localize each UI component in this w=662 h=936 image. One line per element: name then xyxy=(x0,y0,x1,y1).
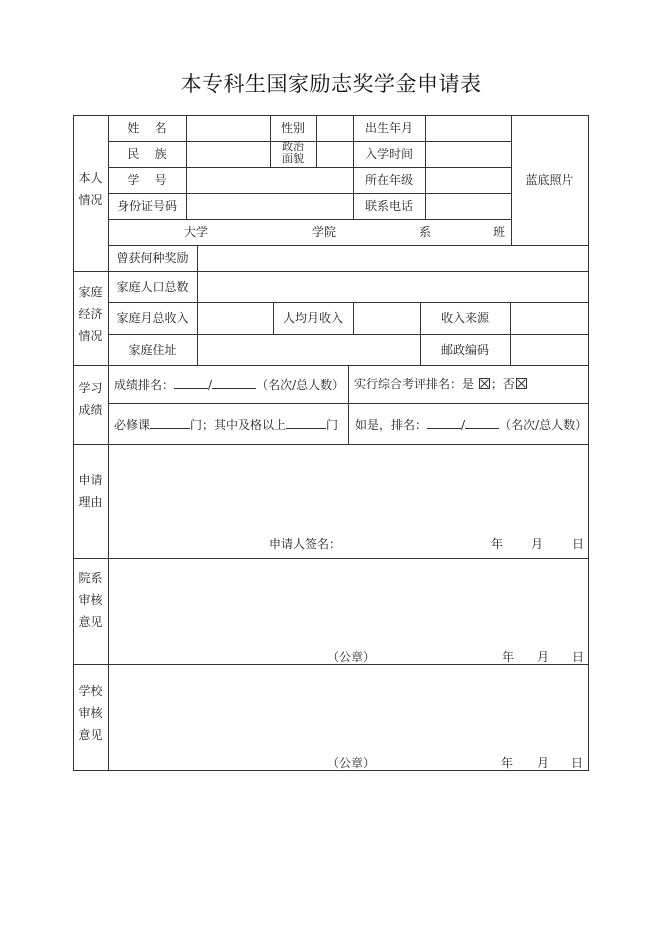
label-dept: 系 xyxy=(419,225,432,239)
section-dept-review: 院系 审核 意见 xyxy=(78,571,103,629)
reason-day: 日 xyxy=(572,537,585,551)
eval-line: 实行综合考评排名：是 ；否 xyxy=(354,377,528,391)
applicant-signature: 申请人签名： xyxy=(269,537,342,551)
section-school-review: 学校 审核 意见 xyxy=(78,684,103,742)
label-postcode: 邮政编码 xyxy=(440,343,489,357)
label-awards: 曾获何种奖励 xyxy=(116,251,189,265)
label-per-capita: 人均月收入 xyxy=(282,311,343,325)
dept-day: 日 xyxy=(572,650,585,664)
label-gender: 性别 xyxy=(280,121,305,135)
label-monthly-income: 家庭月总收入 xyxy=(116,311,189,325)
label-univ: 大学 xyxy=(184,225,209,239)
page-title: 本专科生国家励志奖学金申请表 xyxy=(180,72,482,96)
label-class: 班 xyxy=(493,225,506,239)
dept-seal: （公章） xyxy=(327,650,376,664)
school-seal: （公章） xyxy=(327,756,376,770)
label-political: 政治 面貌 xyxy=(282,140,304,165)
yes-checkbox[interactable] xyxy=(479,378,490,389)
label-enroll: 入学时间 xyxy=(364,147,413,161)
section-personal: 本人 情况 xyxy=(78,171,103,207)
school-day: 日 xyxy=(571,756,584,770)
section-family: 家庭 经济 情况 xyxy=(78,285,103,343)
label-name: 姓 名 xyxy=(127,121,167,135)
photo-placeholder: 蓝底照片 xyxy=(525,173,574,187)
school-month: 月 xyxy=(537,756,550,770)
section-reason: 申请 理由 xyxy=(78,473,103,509)
school-year: 年 xyxy=(501,756,514,770)
reason-month: 月 xyxy=(531,537,544,551)
label-student-id: 学 号 xyxy=(127,173,167,187)
courses-line: 必修课 门；其中及格以上 门 xyxy=(114,418,339,432)
label-address: 家庭住址 xyxy=(128,343,177,357)
label-birth: 出生年月 xyxy=(364,121,413,135)
label-family-size: 家庭人口总数 xyxy=(116,280,189,294)
label-id-number: 身份证号码 xyxy=(116,199,177,213)
label-phone: 联系电话 xyxy=(364,199,413,213)
rank-line: 成绩排名： / （名次/总人数） xyxy=(114,378,345,392)
label-college: 学院 xyxy=(312,225,337,239)
reason-year: 年 xyxy=(491,537,504,551)
if-yes-line: 如是，排名： / （名次/总人数） xyxy=(355,418,588,432)
label-income-source: 收入来源 xyxy=(440,311,489,325)
label-ethnicity: 民 族 xyxy=(127,147,167,161)
no-checkbox[interactable] xyxy=(516,378,527,389)
section-study: 学习 成绩 xyxy=(78,381,103,417)
dept-year: 年 xyxy=(502,650,515,664)
label-grade: 所在年级 xyxy=(364,173,413,187)
dept-month: 月 xyxy=(537,650,550,664)
